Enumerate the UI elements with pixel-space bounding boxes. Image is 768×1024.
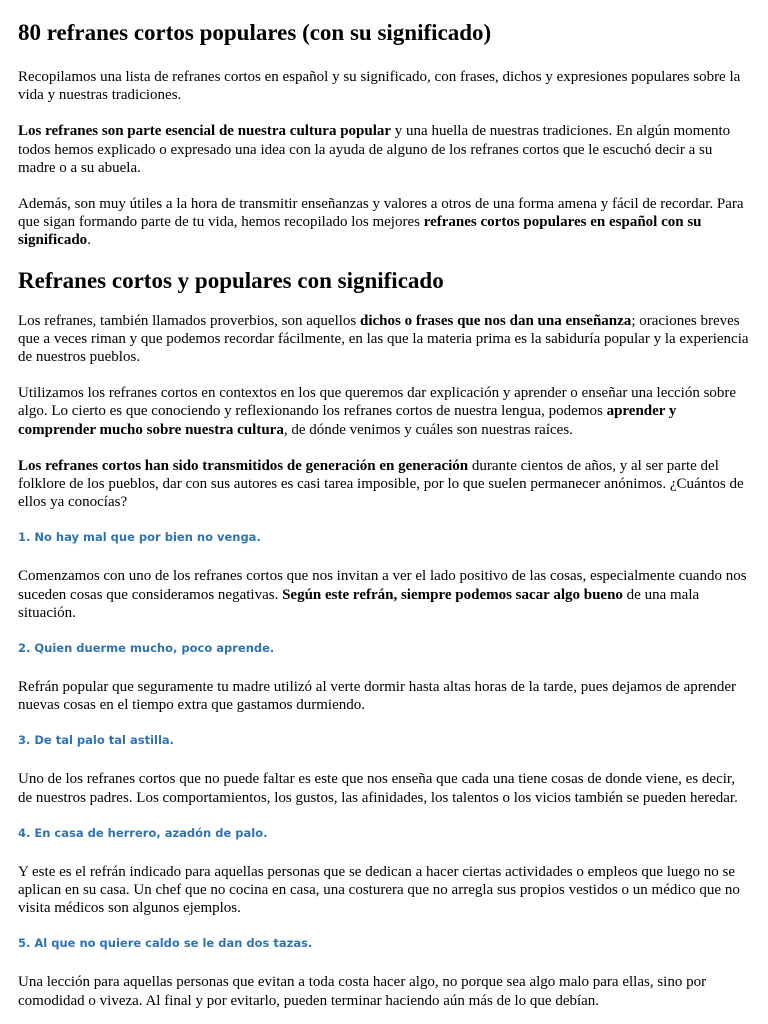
section-paragraph-1-bold: dichos o frases que nos dan una enseñanza bbox=[360, 312, 632, 329]
intro-paragraph-1: Recopilamos una lista de refranes cortos en español y su significado, con frases, dichos y expresiones populares sobre la vida y nuestras tradiciones. bbox=[18, 69, 741, 104]
intro-paragraph-3-end: . bbox=[87, 232, 91, 249]
refran-heading-3: 3. De tal palo tal astilla. bbox=[18, 733, 175, 748]
refran-heading-2: 2. Quien duerme mucho, poco aprende. bbox=[18, 641, 275, 656]
intro-paragraph-3-text: Además, son muy útiles a la hora de transmitir enseñanzas y valores a otros de una forma amena y fácil de recordar. Para que sigan formando parte de tu vida, hemos recopilado los mejores bbox=[18, 196, 744, 231]
refran-text-5: Una lección para aquellas personas que evitan a toda costa hacer algo, no porque sea algo malo para ellas, sino por comodidad o viveza. Al final y por evitarlo, pueden terminar haciendo aún más de lo que debían. bbox=[18, 974, 707, 1009]
intro-paragraph-2-text: y una huella de nuestras tradiciones. En algún momento todos hemos explicado o expresado una idea con la ayuda de alguno de los refranes cortos que le escuchó decir a su madre o a su abuela. bbox=[18, 123, 731, 176]
section-heading: Refranes cortos y populares con significado bbox=[18, 267, 444, 293]
intro-paragraph-2-bold: Los refranes son parte esencial de nuestra cultura popular bbox=[18, 123, 392, 140]
intro-paragraph-3-bold: refranes cortos populares en español con su significado bbox=[18, 214, 702, 249]
refran-text-2: Refrán popular que seguramente tu madre utilizó al verte dormir hasta altas horas de la tarde, pues dejamos de aprender nuevas cosas en el tiempo extra que gastamos durmiendo. bbox=[18, 679, 737, 714]
section-paragraph-3-text: durante cientos de años, y al ser parte del folklore de los pueblos, dar con sus autores es casi tarea imposible, por lo que suelen permanecer anónimos. ¿Cuántos de ellos ya conocías? bbox=[18, 457, 744, 511]
refran-text-1-end: de una mala situación. bbox=[18, 586, 700, 621]
section-paragraph-2-bold: aprender y comprender mucho sobre nuestra cultura bbox=[18, 403, 677, 438]
section-paragraph-3 bbox=[18, 457, 750, 512]
refran-text-4: Y este es el refrán indicado para aquellas personas que se dedican a hacer ciertas actividades o empleos que luego no se aplican en su casa. Un chef que no cocina en casa, una costurera que no arregla sus propios vestidos o un médico que no visita médicos son algunos ejemplos. bbox=[18, 863, 740, 917]
intro-paragraph-2 bbox=[18, 122, 750, 177]
section-paragraph-2-text: Utilizamos los refranes cortos en contextos en los que queremos dar explicación y aprender o enseñar una lección sobre algo. Lo cierto es que conociendo y reflexionando los refranes cortos de nuestra lengua, podemos bbox=[18, 385, 737, 420]
page-title: 80 refranes cortos populares (con su significado) bbox=[18, 20, 492, 45]
section-paragraph-3-bold: Los refranes cortos han sido transmitidos de generación en generación bbox=[18, 457, 469, 474]
refran-text-1 bbox=[18, 567, 750, 622]
section-paragraph-2-end: , de dónde venimos y cuáles son nuestras raíces. bbox=[283, 421, 573, 438]
refran-heading-5: 5. Al que no quiere caldo se le dan dos tazas. bbox=[18, 936, 313, 951]
section-paragraph-2 bbox=[18, 384, 750, 439]
refran-text-3: Uno de los refranes cortos que no puede faltar es este que nos enseña que cada una tiene cosas de donde viene, es decir, de nuestros padres. Los comportamientos, los gustos, las afinidades, los talentos o los vicios también se pueden heredar. bbox=[18, 771, 738, 806]
refran-text-1-bold: Según este refrán, siempre podemos sacar algo bueno bbox=[282, 586, 623, 603]
intro-paragraph-3 bbox=[18, 195, 750, 250]
refran-heading-4: 4. En casa de herrero, azadón de palo. bbox=[18, 825, 268, 840]
refran-heading-1: 1. No hay mal que por bien no venga. bbox=[18, 530, 261, 545]
section-paragraph-1-end: ; oraciones breves que a veces riman y que podemos recordar fácilmente, en las que la materia prima es la sabiduría popular y la experiencia de nuestros pueblos. bbox=[18, 312, 749, 366]
section-paragraph-1 bbox=[18, 312, 750, 367]
refran-text-1-start: Comenzamos con uno de los refranes cortos que nos invitan a ver el lado positivo de las cosas, especialmente cuando nos suceden cosas que consideramos negativas. bbox=[18, 568, 747, 603]
section-paragraph-1-text: Los refranes, también llamados proverbios, son aquellos bbox=[18, 312, 360, 329]
